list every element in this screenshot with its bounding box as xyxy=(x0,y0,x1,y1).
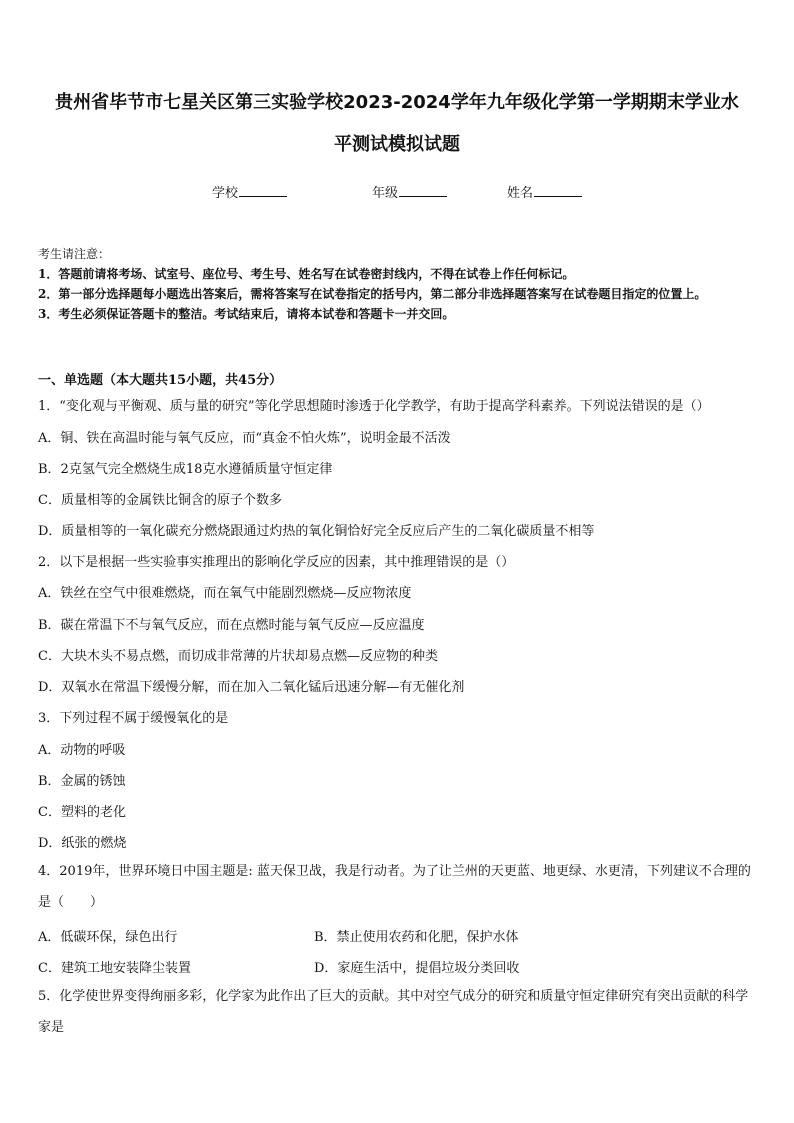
school-blank[interactable] xyxy=(239,184,287,197)
grade-blank[interactable] xyxy=(399,184,447,197)
exam-title-line2: 平测试模拟试题 xyxy=(334,134,460,155)
answer-option[interactable]: C．质量相等的金属铁比铜含的原子个数多 xyxy=(38,493,282,508)
notice-heading: 考生请注意： xyxy=(38,247,111,261)
question-stem: 2．以下是根据一些实验事实推理出的影响化学反应的因素，其中推理错误的是（） xyxy=(38,555,515,570)
answer-option[interactable]: B．碳在常温下不与氧气反应，而在点燃时能与氧气反应—反应温度 xyxy=(38,618,425,633)
answer-option[interactable]: D．纸张的燃烧 xyxy=(38,836,127,851)
answer-option[interactable]: D．家庭生活中，提倡垃圾分类回收 xyxy=(314,961,520,976)
answer-option[interactable]: C．大块木头不易点燃，而切成非常薄的片状却易点燃—反应物的种类 xyxy=(38,649,438,664)
answer-option[interactable]: B．金属的锈蚀 xyxy=(38,774,126,789)
answer-option[interactable]: C．塑料的老化 xyxy=(38,805,126,820)
answer-option[interactable]: A．动物的呼吸 xyxy=(38,743,126,758)
name-label: 姓名 xyxy=(507,186,534,201)
name-field xyxy=(507,182,582,201)
answer-option[interactable]: B．禁止使用农药和化肥，保护水体 xyxy=(314,930,519,945)
answer-option[interactable]: B．2克氢气完全燃烧生成18克水遵循质量守恒定律 xyxy=(38,462,333,477)
section-heading: 一、单选题（本大题共15小题，共45分） xyxy=(38,373,283,388)
notice-block xyxy=(38,244,760,324)
answer-option[interactable]: D．质量相等的一氧化碳充分燃烧跟通过灼热的氧化铜恰好完全反应后产生的二氧化碳质量不相等 xyxy=(38,524,595,539)
question-stem: 5．化学使世界变得绚丽多彩，化学家为此作出了巨大的贡献。其中对空气成分的研究和质量守恒定律研究有突出贡献的科学家是 xyxy=(38,989,749,1035)
answer-option[interactable]: A．铁丝在空气中很难燃烧，而在氧气中能剧烈燃烧—反应物浓度 xyxy=(38,586,412,601)
exam-title-line1: 贵州省毕节市七星关区第三实验学校2023-2024学年九年级化学第一学期期末学业水 xyxy=(55,92,739,113)
question-stem: 3．下列过程不属于缓慢氧化的是 xyxy=(38,711,229,726)
notice-item: 3．考生必须保证答题卡的整洁。考试结束后，请将本试卷和答题卡一并交回。 xyxy=(38,307,455,321)
answer-option[interactable]: D．双氧水在常温下缓慢分解，而在加入二氧化锰后迅速分解—有无催化剂 xyxy=(38,680,465,695)
grade-field xyxy=(372,182,447,201)
answer-option[interactable]: A．低碳环保，绿色出行 xyxy=(38,930,178,945)
question-stem: 1．“变化观与平衡观、质与量的研究”等化学思想随时渗透于化学教学，有助于提高学科素养。下列说法错误的是（） xyxy=(38,399,710,414)
name-blank[interactable] xyxy=(534,184,582,197)
answer-option[interactable]: C．建筑工地安装降尘装置 xyxy=(38,961,191,976)
answer-option[interactable]: A．铜、铁在高温时能与氧气反应，而“真金不怕火炼”，说明金最不活泼 xyxy=(38,431,451,446)
school-field xyxy=(212,182,287,201)
question-stem: 4．2019年，世界环境日中国主题是: 蓝天保卫战，我是行动者。为了让兰州的天更蓝、地更绿、水更清，下列建议不合理的是（ ） xyxy=(38,864,751,910)
school-label: 学校 xyxy=(212,186,239,201)
notice-item: 2．第一部分选择题每小题选出答案后，需将答案写在试卷指定的括号内，第二部分非选择题答案写在试卷题目指定的位置上。 xyxy=(38,287,707,301)
grade-label: 年级 xyxy=(372,186,399,201)
notice-item: 1．答题前请将考场、试室号、座位号、考生号、姓名写在试卷密封线内，不得在试卷上作任何标记。 xyxy=(38,267,575,281)
